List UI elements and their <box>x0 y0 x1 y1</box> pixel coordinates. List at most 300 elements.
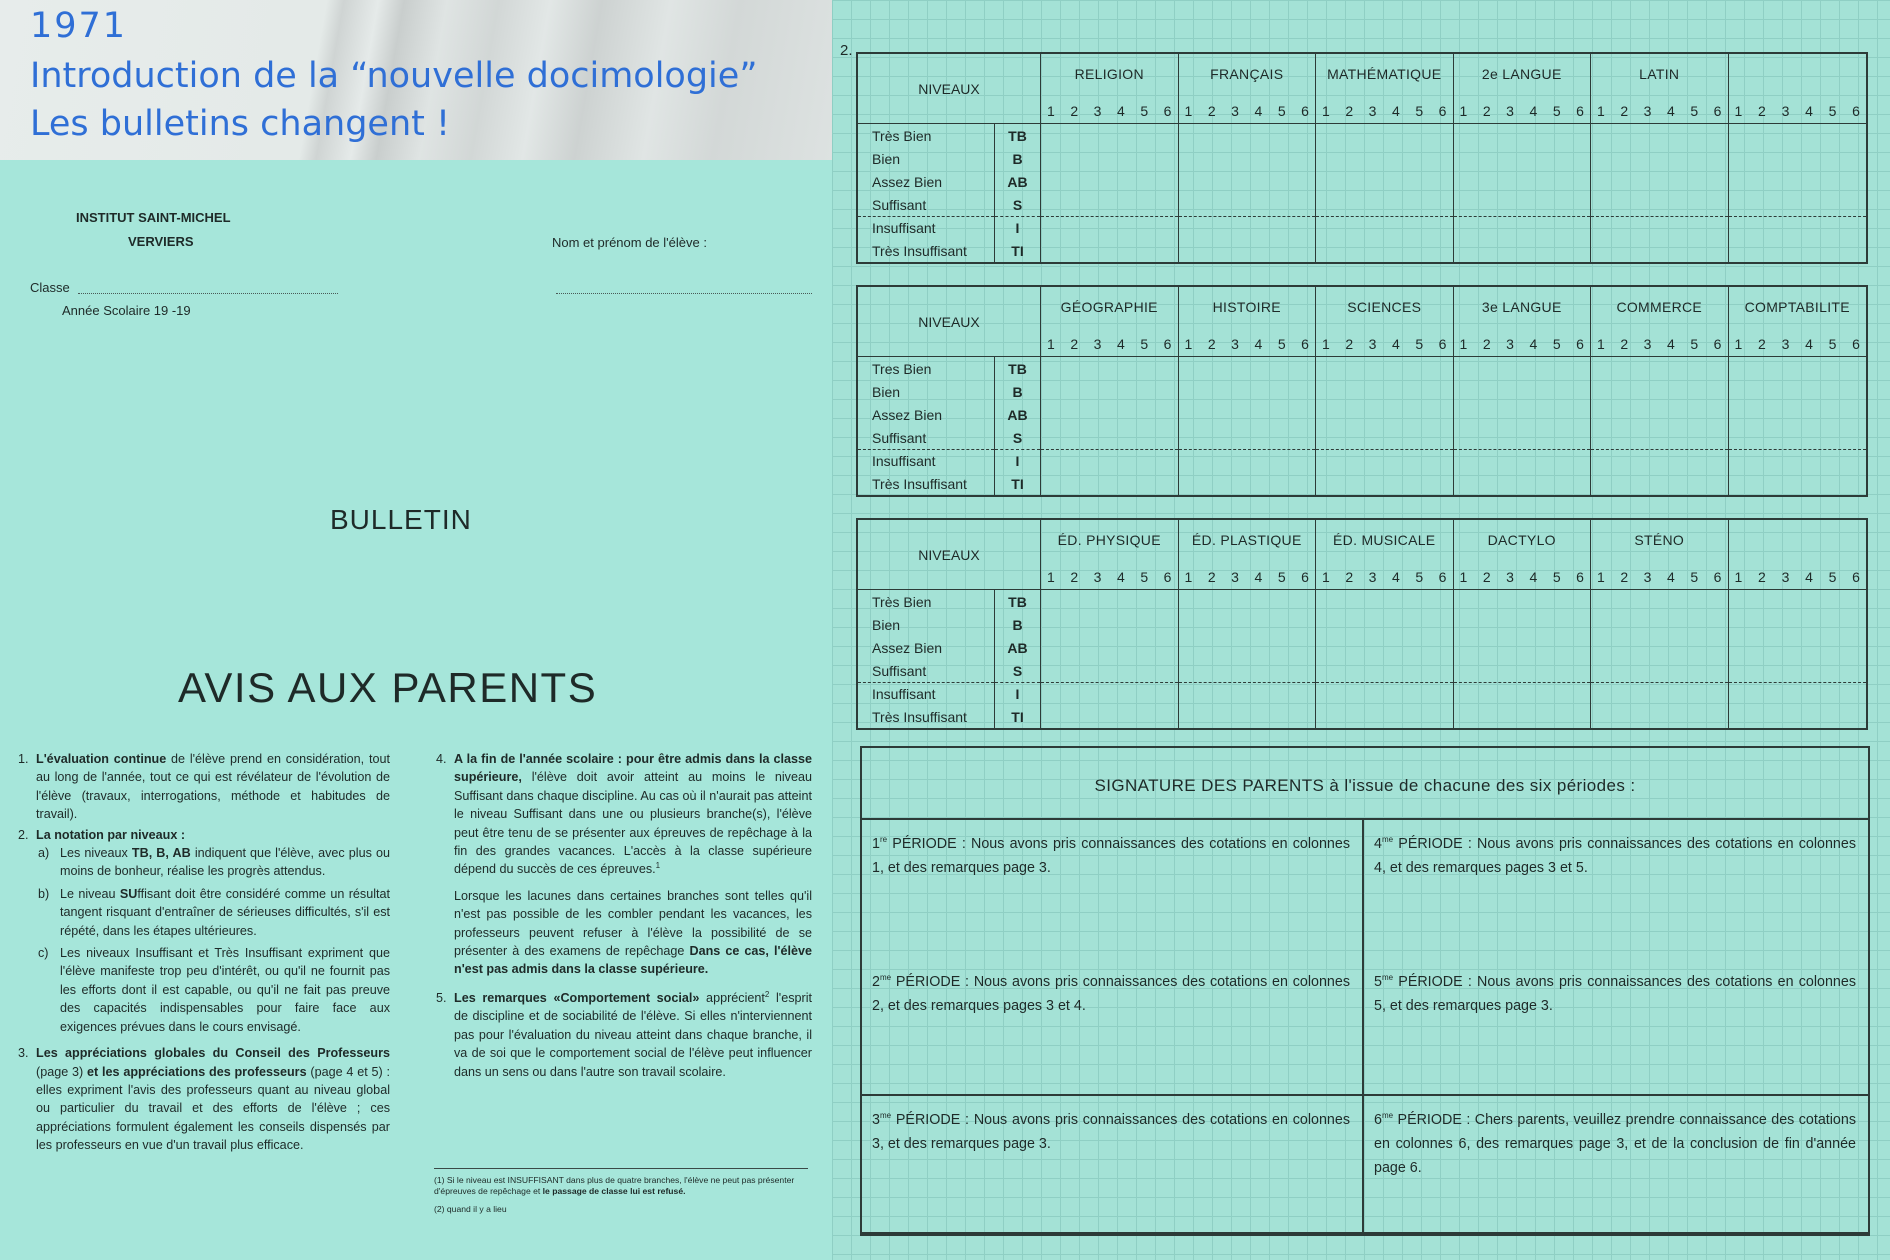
grade-cell[interactable] <box>1729 357 1867 449</box>
item-text: l'esprit de discipline et de sociabilité de l'élève. Si elles n'interviennent pas pour l'évaluation du niveau atteint dans chaque branche, il va de soi que le comportement social de l'élève peut influencer dans un sens ou dans l'autre son travail scolaire. <box>454 990 812 1079</box>
subject-header <box>1041 54 1179 124</box>
grade-cell[interactable] <box>1729 682 1867 728</box>
period-digit: 3 <box>1643 336 1652 352</box>
period-digit: 6 <box>1163 336 1172 352</box>
item-number: 5. <box>436 990 447 1005</box>
period-digit: 1 <box>1047 103 1055 119</box>
period-digits <box>1322 569 1447 585</box>
footnote-ref: 1 <box>655 861 661 871</box>
level-abbr <box>995 426 1041 449</box>
grade-cell[interactable] <box>1041 590 1179 682</box>
period-digit: 4 <box>1805 103 1813 119</box>
dashed-divider <box>1454 449 1591 450</box>
level-text: Bien <box>872 150 901 167</box>
classe-fill-line[interactable] <box>78 293 338 294</box>
header-banner <box>0 0 832 160</box>
period-digit: 5 <box>1552 336 1561 352</box>
grade-cell[interactable] <box>1729 449 1867 495</box>
level-abbr-text: B <box>1012 616 1023 633</box>
niveaux-header: NIVEAUX <box>858 520 1041 590</box>
notice-item-5 <box>436 989 812 1081</box>
period-digit: 4 <box>1391 336 1400 352</box>
level-abbr-text: TB <box>1008 593 1027 610</box>
period-digit: 3 <box>1506 569 1514 585</box>
notice-paragraph-4 <box>436 887 812 979</box>
period-digits <box>1460 569 1585 585</box>
level-text: Insuffisant <box>872 685 936 702</box>
item-bold: Les remarques «Comportement social» <box>454 990 700 1005</box>
level-abbr-text: B <box>1012 150 1023 167</box>
grade-cell[interactable] <box>1454 590 1592 682</box>
period-digit: 2 <box>1620 569 1629 585</box>
level-label <box>858 590 995 613</box>
grade-cell[interactable] <box>1179 216 1317 262</box>
dashed-divider <box>1041 449 1178 450</box>
level-label <box>858 403 995 426</box>
grade-cell[interactable] <box>1454 682 1592 728</box>
item-bold: La notation par niveaux : <box>36 827 186 842</box>
period-text: Nous avons pris connaissances des cotations en colonnes 1, et des remarques page 3. <box>872 836 1350 876</box>
signature-period[interactable] <box>1364 1096 1868 1234</box>
dashed-divider <box>858 216 994 217</box>
niveaux-header: NIVEAUX <box>858 54 1041 124</box>
level-abbr <box>995 216 1041 239</box>
period-ordinal-suffix: re <box>879 835 888 845</box>
period-digit: 5 <box>1690 103 1699 119</box>
period-digit: 4 <box>1666 569 1675 585</box>
student-name-label: Nom et prénom de l'élève : <box>552 235 707 250</box>
period-digit: 6 <box>1438 569 1447 585</box>
item-text: (page 3) <box>36 1064 88 1079</box>
period-text: Nous avons pris connaissances des cotations en colonnes 5, et des remarques page 3. <box>1374 974 1856 1014</box>
grade-cell[interactable] <box>1729 216 1867 262</box>
period-digit: 5 <box>1277 569 1286 585</box>
level-label <box>858 124 995 147</box>
item-text: (page 4 et 5) : elles expriment l'avis des professeurs quant au niveau global ou particulier du travail et des efforts de l'élève ; ces appréciations formulent également les conseils dispensés par les professeurs en vue d'un travail plus efficace. <box>36 1064 390 1153</box>
level-abbr <box>995 357 1041 380</box>
period-digit: 5 <box>1277 336 1286 352</box>
grade-cell[interactable] <box>1591 357 1729 449</box>
subject-name: 3e LANGUE <box>1481 299 1562 315</box>
period-digit: 5 <box>1415 569 1424 585</box>
level-abbr-text: TB <box>1008 127 1027 144</box>
period-digit: 4 <box>1116 103 1125 119</box>
level-text: Insuffisant <box>872 219 936 236</box>
dashed-divider <box>995 682 1040 683</box>
level-abbr <box>995 613 1041 636</box>
period-text: Nous avons pris connaissances des cotations en colonnes 2, et des remarques pages 3 et 4. <box>872 974 1350 1014</box>
level-label <box>858 705 995 728</box>
subject-name: FRANÇAIS <box>1210 66 1284 82</box>
subitem-bold: SU <box>119 886 138 901</box>
period-digit: 3 <box>1506 103 1514 119</box>
period-digit: 5 <box>1415 103 1424 119</box>
grade-cell[interactable] <box>1041 216 1179 262</box>
period-digit: 1 <box>1734 336 1743 352</box>
item-bold: A la fin de l'année scolaire : <box>454 752 623 766</box>
footnote-rule <box>434 1168 808 1169</box>
level-abbr-text: AB <box>1007 406 1028 423</box>
paragraph-text: Lorsque les lacunes dans certaines branches sont telles qu'il n'est pas possible de les combler pendant les vacances, les professeurs peuvent refuser à l'élève la possibilité de se présenter à des examens de repêchage <box>454 888 812 959</box>
item-text: apprécient <box>699 990 765 1005</box>
school-year-label: Année Scolaire 19 -19 <box>62 303 191 318</box>
dashed-divider <box>1041 216 1178 217</box>
signature-period[interactable] <box>1364 958 1868 1096</box>
grade-table <box>856 285 1868 497</box>
period-digit: 3 <box>1093 103 1102 119</box>
level-label <box>858 357 995 380</box>
level-label <box>858 472 995 495</box>
period-digit: 4 <box>1805 336 1813 352</box>
period-digits <box>1735 569 1861 585</box>
subject-name: GÉOGRAPHIE <box>1060 299 1158 315</box>
period-digit: 5 <box>1828 103 1837 119</box>
grade-cell[interactable] <box>1591 590 1729 682</box>
grade-cell[interactable] <box>1316 124 1454 216</box>
right-page <box>832 0 1890 1260</box>
signature-period[interactable] <box>862 958 1364 1096</box>
period-digit: 1 <box>1322 103 1330 119</box>
dashed-divider <box>995 216 1040 217</box>
period-digit: 1 <box>1459 103 1468 119</box>
period-digits <box>1185 569 1310 585</box>
dashed-divider <box>1729 216 1867 217</box>
grade-cell[interactable] <box>1041 682 1179 728</box>
period-digit: 2 <box>1482 569 1491 585</box>
item-bold: Les appréciations globales du Conseil des Professeurs <box>36 1046 390 1061</box>
level-text: Suffisant <box>872 196 927 213</box>
level-text: Très Insuffisant <box>872 708 967 725</box>
period-digit: 4 <box>1666 103 1675 119</box>
period-digit: 2 <box>1620 336 1629 352</box>
period-digit: 4 <box>1529 103 1538 119</box>
period-digit: 5 <box>1690 569 1699 585</box>
grade-cell[interactable] <box>1454 124 1592 216</box>
notice-subitem-a <box>36 844 390 881</box>
period-digit: 6 <box>1576 336 1584 352</box>
period-digit: 4 <box>1254 103 1263 119</box>
grade-cell[interactable] <box>1316 590 1454 682</box>
grade-cell[interactable] <box>1041 124 1179 216</box>
level-text: Assez Bien <box>872 639 943 656</box>
level-abbr-text: I <box>1015 219 1020 236</box>
subject-header <box>1729 287 1867 357</box>
grade-cell[interactable] <box>1591 449 1729 495</box>
period-digit: 2 <box>1207 336 1216 352</box>
level-abbr-text: S <box>1012 662 1023 679</box>
grade-cell[interactable] <box>1729 124 1867 216</box>
dashed-divider <box>1729 682 1867 683</box>
period-ordinal: 6 <box>1374 1112 1382 1128</box>
level-abbr <box>995 590 1041 613</box>
dashed-divider <box>1316 682 1453 683</box>
period-digit: 1 <box>1597 569 1605 585</box>
subitem-text: ffisant doit être considéré comme un résultat tangent risquant d'entraîner de sérieuses difficultés, s'il est répété, dans les étapes ultérieures. <box>60 886 390 938</box>
period-digit: 2 <box>1758 569 1766 585</box>
signature-title: SIGNATURE DES PARENTS à l'issue de chacune des six périodes : <box>1094 776 1636 795</box>
period-digits <box>1322 103 1447 119</box>
period-digit: 6 <box>1438 103 1447 119</box>
period-digit: 4 <box>1805 569 1813 585</box>
subject-header <box>1179 287 1317 357</box>
grade-cell[interactable] <box>1179 449 1317 495</box>
subject-header <box>1316 54 1454 124</box>
grade-cell[interactable] <box>1454 216 1592 262</box>
subject-name: ÉD. MUSICALE <box>1333 532 1436 548</box>
period-digit: 1 <box>1322 569 1330 585</box>
level-label <box>858 682 995 705</box>
period-label: PÉRIODE : <box>1393 1112 1475 1128</box>
period-digit: 2 <box>1345 103 1354 119</box>
item-number: 1. <box>18 752 29 766</box>
footnote-2: (2) quand il y a lieu <box>434 1204 507 1214</box>
subject-header <box>1041 520 1179 590</box>
period-digits <box>1735 336 1861 352</box>
level-label <box>858 380 995 403</box>
period-ordinal-suffix: me <box>1381 1111 1394 1121</box>
level-label <box>858 659 995 682</box>
period-ordinal: 5 <box>1374 974 1382 990</box>
period-ordinal-suffix: me <box>879 973 892 983</box>
grade-cell[interactable] <box>1179 357 1317 449</box>
subject-header <box>1591 520 1729 590</box>
period-digit: 1 <box>1459 569 1468 585</box>
paragraph-bold: Dans ce cas, l'élève n'est pas admis dans la classe supérieure. <box>454 944 812 977</box>
dashed-divider <box>858 682 994 683</box>
period-digit: 3 <box>1368 336 1377 352</box>
grade-cell[interactable] <box>1179 590 1317 682</box>
level-abbr-text: B <box>1012 383 1023 400</box>
level-label <box>858 449 995 472</box>
item-text: l'élève doit avoir atteint au moins le niveau Suffisant dans chaque discipline. Au cas où il n'aurait pas atteint le niveau Suffisant dans une ou plusieurs branche(s), l'élève peut être tenu de se présenter aux épreuves de repêchage à la fin des grandes vacances. L'accès à la classe supérieure dépend du succès de ces épreuves. <box>454 770 812 877</box>
period-digit: 6 <box>1438 336 1447 352</box>
period-digit: 2 <box>1207 569 1216 585</box>
subject-name: ÉD. PHYSIQUE <box>1057 532 1161 548</box>
level-label <box>858 216 995 239</box>
period-digit: 3 <box>1781 336 1790 352</box>
dashed-divider <box>1454 682 1591 683</box>
left-page <box>0 0 832 1260</box>
period-ordinal: 1 <box>872 836 880 852</box>
level-abbr-text: TI <box>1011 242 1024 259</box>
grade-cell[interactable] <box>1591 216 1729 262</box>
period-digits <box>1735 103 1861 119</box>
subitem-letter: c) <box>38 946 49 961</box>
period-digit: 3 <box>1643 103 1652 119</box>
level-text: Très Bien <box>872 593 932 610</box>
dashed-divider <box>1591 682 1728 683</box>
period-digits <box>1047 569 1172 585</box>
period-digits <box>1597 103 1722 119</box>
grade-cell[interactable] <box>1316 216 1454 262</box>
period-digit: 5 <box>1140 103 1149 119</box>
grade-cell[interactable] <box>1591 124 1729 216</box>
period-digit: 1 <box>1322 336 1330 352</box>
grade-table <box>856 518 1868 730</box>
period-ordinal: 2 <box>872 974 880 990</box>
period-digit: 6 <box>1301 336 1309 352</box>
level-text: Assez Bien <box>872 406 943 423</box>
period-digit: 4 <box>1254 569 1263 585</box>
subject-name: ÉD. PLASTIQUE <box>1191 532 1302 548</box>
period-label: PÉRIODE : <box>891 974 974 990</box>
dashed-divider <box>1729 449 1867 450</box>
footnote-1 <box>434 1175 814 1197</box>
level-label <box>858 147 995 170</box>
subject-header <box>1454 54 1592 124</box>
item-bold: pour être admis dans la classe supérieure, <box>454 752 813 785</box>
period-digit: 1 <box>1184 103 1193 119</box>
period-digit: 1 <box>1597 103 1605 119</box>
level-text: Tres Bien <box>872 360 932 377</box>
period-digit: 6 <box>1576 103 1584 119</box>
period-digit: 5 <box>1415 336 1424 352</box>
period-digit: 4 <box>1116 336 1125 352</box>
subitem-bold: TB, B, AB <box>131 846 191 861</box>
dashed-divider <box>1179 216 1316 217</box>
grade-cell[interactable] <box>1179 124 1317 216</box>
subject-header <box>1591 54 1729 124</box>
notice-subitem-c <box>36 944 390 1036</box>
notice-item-2 <box>18 826 390 1036</box>
subject-header <box>1454 287 1592 357</box>
period-digit: 5 <box>1552 103 1561 119</box>
subject-name: STÉNO <box>1634 532 1685 548</box>
level-text: Très Insuffisant <box>872 242 967 259</box>
level-abbr-text: TI <box>1011 475 1024 492</box>
level-abbr-text: S <box>1012 196 1023 213</box>
level-text: Bien <box>872 616 901 633</box>
item-number: 4. <box>436 752 447 766</box>
notice-item-1 <box>18 750 390 824</box>
period-digit: 5 <box>1690 336 1699 352</box>
subject-header <box>1316 287 1454 357</box>
item-bold: L'évaluation continue <box>36 752 167 766</box>
level-abbr <box>995 636 1041 659</box>
footnote-bold: le passage de classe lui est refusé. <box>542 1186 686 1196</box>
subitem-text: Les niveaux <box>60 846 132 861</box>
period-digit: 6 <box>1301 103 1309 119</box>
level-abbr-text: S <box>1012 429 1023 446</box>
period-label: PÉRIODE : <box>887 836 972 852</box>
subject-name: LATIN <box>1639 66 1680 82</box>
period-digit: 5 <box>1552 569 1561 585</box>
level-abbr <box>995 472 1041 495</box>
period-digit: 6 <box>1163 569 1172 585</box>
level-abbr <box>995 705 1041 728</box>
subitem-text: Les niveaux Insuffisant et Très Insuffisant expriment que l'élève manifeste trop peu d'intérêt, ou qu'il ne fournit pas les efforts dont il est capable, ou qu'il ne fait pas preuve des capacités indispensables pour faire face aux exigences prévues dans le cours envisagé. <box>60 946 390 1034</box>
level-abbr <box>995 449 1041 472</box>
period-digit: 3 <box>1093 336 1102 352</box>
subject-header <box>1316 520 1454 590</box>
period-digits <box>1322 336 1447 352</box>
dashed-divider <box>1316 449 1453 450</box>
grade-cell[interactable] <box>1179 682 1317 728</box>
period-digit: 3 <box>1093 569 1102 585</box>
level-text: Assez Bien <box>872 173 943 190</box>
footnote-text: (1) Si le niveau est INSUFFISANT dans plus de quatre branches, l'élève ne peut pas présenter d'épreuves de repêchage et <box>434 1175 795 1196</box>
period-text: Nous avons pris connaissances des cotations en colonnes 4, et des remarques pages 3 et 5. <box>1374 836 1856 876</box>
grade-cell[interactable] <box>1591 682 1729 728</box>
period-label: PÉRIODE : <box>1393 974 1478 990</box>
signature-period[interactable] <box>862 1096 1364 1234</box>
period-digit: 4 <box>1529 569 1538 585</box>
subitem-text: Le niveau <box>60 886 120 901</box>
notice-column-right <box>436 750 812 1083</box>
grade-cell[interactable] <box>1454 357 1592 449</box>
period-digit: 4 <box>1116 569 1125 585</box>
dashed-divider <box>995 449 1040 450</box>
period-digit: 5 <box>1828 336 1837 352</box>
period-digits <box>1185 336 1310 352</box>
period-digit: 1 <box>1597 336 1605 352</box>
level-text: Très Insuffisant <box>872 475 967 492</box>
period-digits <box>1047 336 1172 352</box>
level-abbr <box>995 147 1041 170</box>
period-digit: 1 <box>1734 103 1743 119</box>
grade-cell[interactable] <box>1454 449 1592 495</box>
level-abbr-text: TB <box>1008 360 1027 377</box>
grade-cell[interactable] <box>1316 357 1454 449</box>
period-ordinal: 3 <box>872 1112 880 1128</box>
period-label: PÉRIODE : <box>1393 836 1478 852</box>
period-digit: 2 <box>1758 103 1766 119</box>
banner-year: 1971 <box>30 6 128 46</box>
signature-period[interactable] <box>1364 820 1868 958</box>
level-text: Très Bien <box>872 127 932 144</box>
period-digit: 1 <box>1459 336 1468 352</box>
period-digit: 4 <box>1666 336 1675 352</box>
period-digits <box>1185 103 1310 119</box>
banner-line-2: Les bulletins changent ! <box>30 104 451 144</box>
period-digit: 6 <box>1301 569 1309 585</box>
period-digit: 3 <box>1643 569 1652 585</box>
period-text: Chers parents, veuillez prendre connaissance des cotations en colonnes 6, des remarques page 3, et de la conclusion de fin d'année page 6. <box>1374 1112 1856 1176</box>
level-label <box>858 170 995 193</box>
period-digits <box>1460 103 1585 119</box>
period-digit: 4 <box>1391 569 1400 585</box>
subject-header <box>1454 520 1592 590</box>
grade-cell[interactable] <box>1316 449 1454 495</box>
period-digit: 3 <box>1781 103 1790 119</box>
level-label <box>858 636 995 659</box>
subject-header <box>1179 520 1317 590</box>
page-number: 2. <box>840 42 853 59</box>
level-label <box>858 613 995 636</box>
item-number: 3. <box>18 1046 29 1061</box>
period-ordinal-suffix: me <box>1381 835 1394 845</box>
grade-table <box>856 52 1868 264</box>
grade-cell[interactable] <box>1041 357 1179 449</box>
banner-line-1: Introduction de la “nouvelle docimologie” <box>30 56 758 96</box>
grade-cell[interactable] <box>1316 682 1454 728</box>
signature-period[interactable] <box>862 820 1364 958</box>
period-digit: 5 <box>1277 103 1286 119</box>
item-text: de l'élève prend en considération, tout au long de l'année, tout ce qui est révélateur de l'évolution de l'élève (travaux, interrogations, méthode et habitudes de travail). <box>36 752 390 822</box>
level-abbr <box>995 170 1041 193</box>
dashed-divider <box>1041 682 1178 683</box>
period-label: PÉRIODE : <box>891 1112 974 1128</box>
student-name-fill-line[interactable] <box>556 293 812 294</box>
classe-label: Classe <box>30 280 70 295</box>
grade-cell[interactable] <box>1729 590 1867 682</box>
period-digit: 2 <box>1758 336 1766 352</box>
period-digit: 3 <box>1368 103 1377 119</box>
level-abbr <box>995 239 1041 262</box>
period-digit: 6 <box>1852 569 1860 585</box>
grade-cell[interactable] <box>1041 449 1179 495</box>
signature-grid <box>862 818 1868 1234</box>
